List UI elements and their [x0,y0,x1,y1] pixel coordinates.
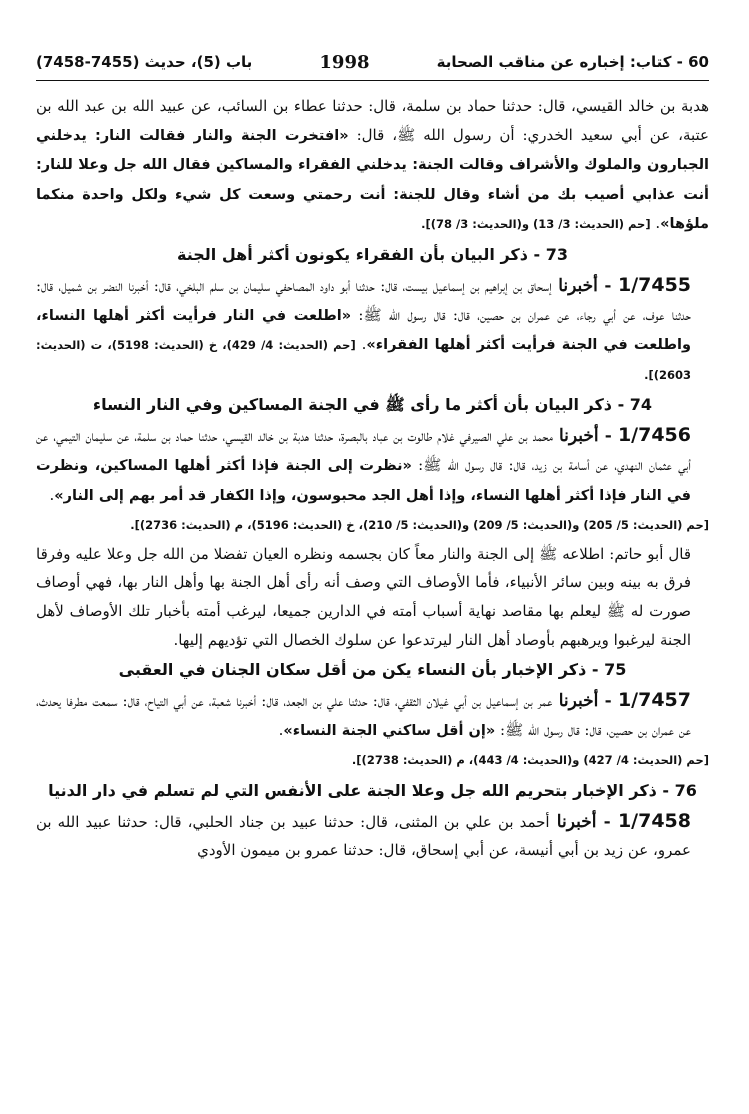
hadith-7457: 1/7457 - أخبرنا عمر بن إسماعيل بن أبي غيلان الثقفي، قال: حدثنا علي بن الجعد، قال: أخبرنا شعبة، عن أبي التياح، قال: سمعت مطرفا يحدث، عن عمران بن حصين، قال: قال رسول الله ﷺ: «إن أقل ساكني الجنة النساء». [36,689,691,739]
section-title-76: 76 - ذكر الإخبار بتحريم الله جل وعلا الجنة على الأنفس التي لم تسلم في دار الدنيا [48,780,697,800]
section-title-74: 74 - ذكر البيان بأن أكثر ما رأى ﷺ في الجنة المساكين وفي النار النساء [92,395,653,415]
header-chapter-range: باب (5)، حديث (7455-7458) [36,53,253,71]
section-title-73: 73 - ذكر البيان بأن الفقراء يكونون أكثر أهل الجنة [177,244,568,264]
hadith-number: 1/7458 [617,809,691,832]
hadith-number: 1/7456 [617,424,691,447]
akhbarana-text: - أخبرنا [552,426,618,447]
header-book-title: 60 - كتاب: إخباره عن مناقب الصحابة [436,53,709,71]
isnad-text: محمد بن علي الصيرفي غلام طالوت بن عباد بالبصرة، حدثنا هدبة بن خالد القيسي، حدثنا حماد بن سلمة، عن سليمان التيمي، عن أبي عثمان النهدي، عن أسامة بن زيد، قال: قال رسول الله ﷺ: [36,427,691,474]
section-title-75: 75 - ذكر الإخبار بأن النساء يكن من أقل سكان الجنان في العقبى [118,660,627,680]
isnad-text: هدبة بن خالد القيسي، قال: حدثنا حماد بن سلمة، قال: حدثنا عطاء بن السائب، عن عبيد الله بن عبد الله بن عتبة، عن أبي سعيد الخدري: أن رسول الله ﷺ، قال: [36,97,710,144]
matn-text: «نظرت إلى الجنة فإذا أكثر أهلها المساكين، ونظرت في النار فإذا أكثر أهلها النساء، وإذا أهل الجد محبوسون، وإذا الكفار قد أمر بهم إلى النار» [36,457,691,504]
isnad-text: عمر بن إسماعيل بن أبي غيلان الثقفي، قال: حدثنا علي بن الجعد، قال: أخبرنا شعبة، عن أبي التياح، قال: سمعت مطرفا يحدث، عن عمران بن حصين، قال: قال رسول الله ﷺ: [36,692,691,739]
header-divider [36,80,709,81]
takhrij-reference: [حم (الحديث: 4/ 427) و(الحديث: 4/ 443)، م (الحديث: 2738)]. [351,753,709,768]
page-number: 1998 [319,51,370,73]
abu-hatim-commentary: قال أبو حاتم: اطلاعه ﷺ إلى الجنة والنار معاً كان بجسمه ونظره العيان تفضلا من الله جل وعلا عليه وفرقا فرق به بينه وبين سائر الأنبياء، فأما الأوصاف التي وصف أنه رأى أهل الجنة بها وأهل النار بها، فهي أوصاف صورت له ﷺ ليعلم بها مقاصد نهاية أسباب أمته في الدارين جميعا، ليرغب أمته بأخبار تلك الأوصاف لأهل الجنة ليرغبوا ويرهبهم بأوصاد أهل النار ليرتدعوا عن سلوك الخصال التي تؤديهم إليها. [36,544,691,649]
hadith-continuation: هدبة بن خالد القيسي، قال: حدثنا حماد بن سلمة، قال: حدثنا عطاء بن السائب، عن عبيد الله بن عبد الله بن عتبة، عن أبي سعيد الخدري: أن رسول الله ﷺ، قال: «افتخرت الجنة والنار فقالت النار: يدخلني الجبارون والملوك والأشراف وقالت الجنة: يدخلني الفقراء والمساكين فقال الله جل وعلا للنار: أنت عذابي أصيب بك من أشاء وقال للجنة: أنت رحمتي وسعت كل شيء ولكل واحدة منكما ملؤها». [حم (الحديث: 3/ 13) و(الحديث: 3/ 78)]. [36,97,710,233]
akhbarana-text: - أخبرنا [551,275,618,296]
hadith-7455: 1/7455 - أخبرنا إسحاق بن إبراهيم بن إسماعيل بيست، قال: حدثنا أبو داود المصاحفي سليمان بن سلم البلخي، قال: أخبرنا النضر بن شميل، قال: حدثنا عوف، عن أبي رجاء، عن عمران بن حصين، قال: قال رسول الله ﷺ: «اطلعت في النار فرأيت أكثر أهلها النساء، واطلعت في الجنة فرأيت أكثر أهلها الفقراء». [حم (الحديث: 4/ 429)، خ (الحديث: 5198)، ت (الحديث: 2603)]. [36,273,692,382]
hadith-7456: 1/7456 - أخبرنا محمد بن علي الصيرفي غلام طالوت بن عباد بالبصرة، حدثنا هدبة بن خالد القيسي، حدثنا حماد بن سلمة، عن سليمان التيمي، عن أبي عثمان النهدي، عن أسامة بن زيد، قال: قال رسول الله ﷺ: «نظرت إلى الجنة فإذا أكثر أهلها المساكين، ونظرت في النار فإذا أكثر أهلها النساء، وإذا أهل الجد محبوسون، وإذا الكفار قد أمر بهم إلى النار». [36,424,691,504]
akhbarana-text: - أخبرنا [552,691,618,712]
matn-text: «افتخرت الجنة والنار فقالت النار: يدخلني الجبارون والملوك والأشراف وقالت الجنة: يدخلني الفقراء والمساكين فقال الله جل وعلا للنار: أنت عذابي أصيب بك من أشاء وقال للجنة: أنت رحمتي وسعت كل شيء ولكل واحدة منكما ملؤها» [36,127,709,233]
page-header [36,48,709,76]
matn-text: «اطلعت في النار فرأيت أكثر أهلها النساء، واطلعت في الجنة فرأيت أكثر أهلها الفقراء» [36,307,691,354]
takhrij-reference: [حم (الحديث: 4/ 429)، خ (الحديث: 5198)، ت (الحديث: 2603)]. [36,338,691,382]
isnad-text: أحمد بن علي بن المثنى، قال: حدثنا عبيد بن جناد الحلبي، قال: حدثنا عبيد الله بن عمرو، عن زيد بن أبي أنيسة، عن أبي إسحاق، قال: حدثنا عمرو بن ميمون الأودي [36,812,691,860]
takhrij-line [36,510,709,540]
akhbarana-text: - أخبرنا [549,811,618,832]
hadith-number: 1/7455 [617,273,692,296]
takhrij-reference: [حم (الحديث: 3/ 13) و(الحديث: 3/ 78)]. [421,217,651,232]
hadith-number: 1/7457 [617,689,691,712]
takhrij-reference: [حم (الحديث: 5/ 205) و(الحديث: 5/ 209) و(الحديث: 5/ 210)، خ (الحديث: 5196)، م (الحديث: 2736)]. [130,518,709,533]
matn-text: «إن أقل ساكني الجنة النساء» [283,722,496,739]
isnad-text: إسحاق بن إبراهيم بن إسماعيل بيست، قال: حدثنا أبو داود المصاحفي سليمان بن سلم البلخي، قال: أخبرنا النضر بن شميل، قال: حدثنا عوف، عن أبي رجاء، عن عمران بن حصين، قال: قال رسول الله ﷺ: [36,276,691,324]
takhrij-line [36,745,709,775]
hadith-7458 [36,807,709,865]
page-body [36,92,709,865]
